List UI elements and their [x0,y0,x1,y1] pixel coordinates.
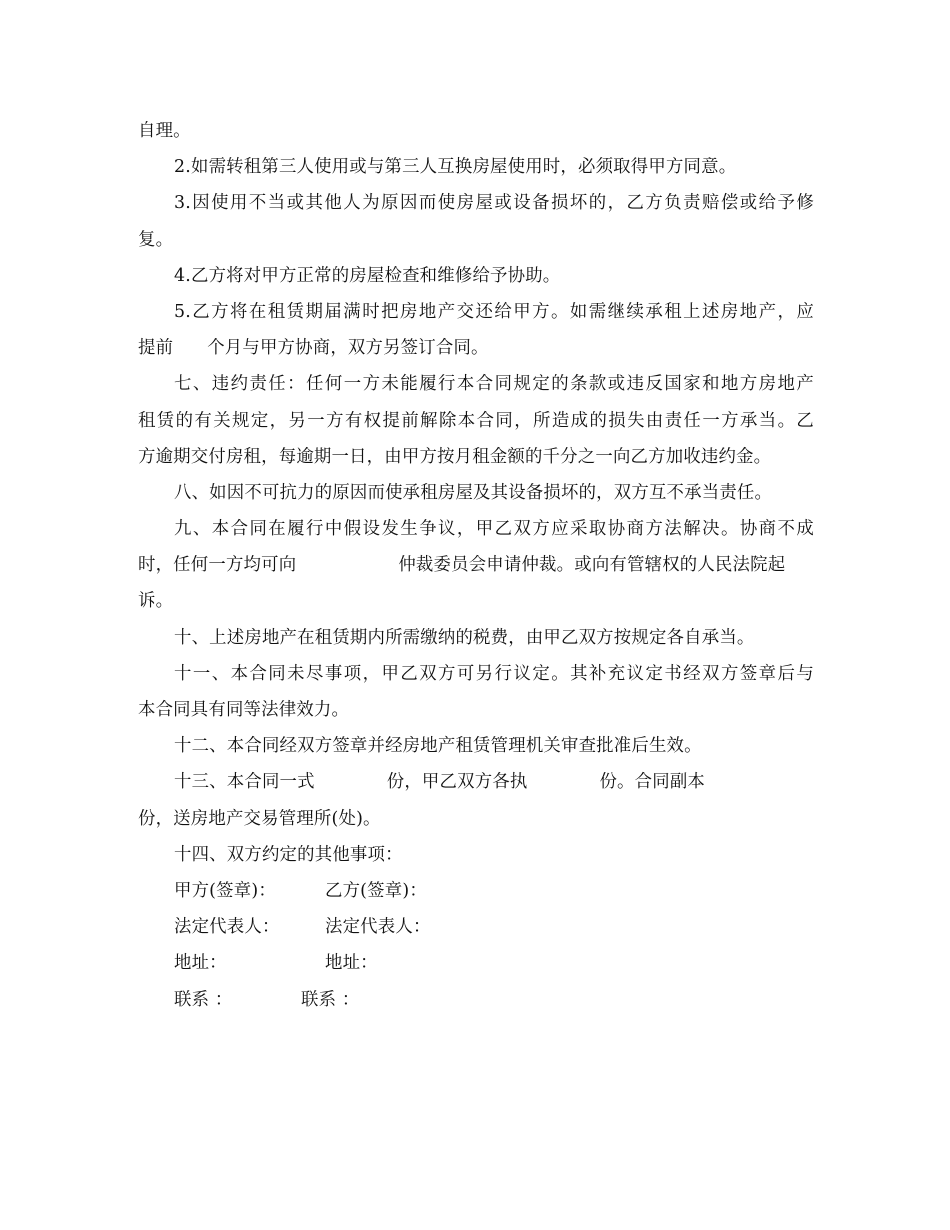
clause-dispute-prefix: 时，任何一方均可向 [138,555,297,576]
clause-copies-part3: 份。合同副本 [599,772,706,793]
clause-taxes: 十、上述房地产在租赁期内所需缴纳的税费，由甲乙双方按规定各自承当。 [174,627,755,648]
clause-other-matters: 十四、双方约定的其他事项： [174,844,403,865]
clause-return-line2 [138,330,814,366]
signature-row-seal [138,873,814,909]
clause-copies-line2: 份，送房地产交易管理所(处)。 [138,808,381,829]
party-a-address-label: 地址： [174,953,227,974]
clause-supplement-line2: 本合同具有同等法律效力。 [138,700,350,720]
clause-dispute-line3: 诉。 [138,591,174,612]
clause-return-line1: 5.乙方将在租赁期届满时把房地产交还给甲方。如需继续承租上述房地产，应 [174,301,814,322]
clause-inspection: 4.乙方将对甲方正常的房屋检查和维修给予协助。 [174,265,561,286]
clause-sublet: 2.如需转租第三人使用或与第三人互换房屋使用时，必须取得甲方同意。 [174,157,737,178]
party-a-rep-label: 法定代表人： [174,917,280,938]
clause-return-suffix: 个月与甲方协商，双方另签订合同。 [207,338,489,359]
signature-row-representative [138,909,814,945]
clause-breach-line2: 租赁的有关规定，另一方有权提前解除本合同，所造成的损失由责任一方承当。乙 [138,410,814,431]
clause-force-majeure: 八、如因不可抗力的原因而使承租房屋及其设备损坏的，双方互不承当责任。 [174,482,773,503]
party-b-address-label: 地址： [325,953,378,974]
signature-row-contact [138,982,814,1018]
party-b-seal-label: 乙方(签章)： [325,880,427,901]
clause-dispute-suffix: 仲裁委员会申请仲裁。或向有管辖权的人民法院起 [398,555,786,576]
signature-row-address [138,945,814,981]
party-a-contact-label: 联系 ： [174,989,233,1010]
clause-copies-line1 [138,764,814,800]
clause-supplement-line1: 十一、本合同未尽事项，甲乙双方可另行议定。其补充议定书经双方签章后与 [174,663,814,684]
party-b-contact-label: 联系 ： [301,989,360,1010]
clause-copies-part2: 份，甲乙双方各执 [386,772,528,793]
clause-damage-line1: 3.因使用不当或其他人为原因而使房屋或设备损坏的，乙方负责赔偿或给予修 [174,193,814,214]
party-a-seal-label: 甲方(签章)： [174,880,276,901]
clause-breach-line3: 方逾期交付房租，每逾期一日，由甲方按月租金额的千分之一向乙方加收违约金。 [138,446,772,467]
clause-dispute-line2 [138,547,814,583]
paragraph-continuation: 自理。 [138,121,191,141]
party-b-rep-label: 法定代表人： [325,917,431,938]
clause-copies-part1: 十三、本合同一式 [174,772,315,793]
clause-effective: 十二、本合同经双方签章并经房地产租赁管理机关审查批准后生效。 [174,736,702,757]
contract-body [138,113,814,1018]
clause-dispute-line1: 九、本合同在履行中假设发生争议，甲乙双方应采取协商方法解决。协商不成 [174,519,814,540]
clause-breach-line1: 七、违约责任：任何一方未能履行本合同规定的条款或违反国家和地方房地产 [174,374,814,395]
clause-damage-line2: 复。 [138,229,174,250]
clause-return-prefix: 提前 [138,338,174,359]
